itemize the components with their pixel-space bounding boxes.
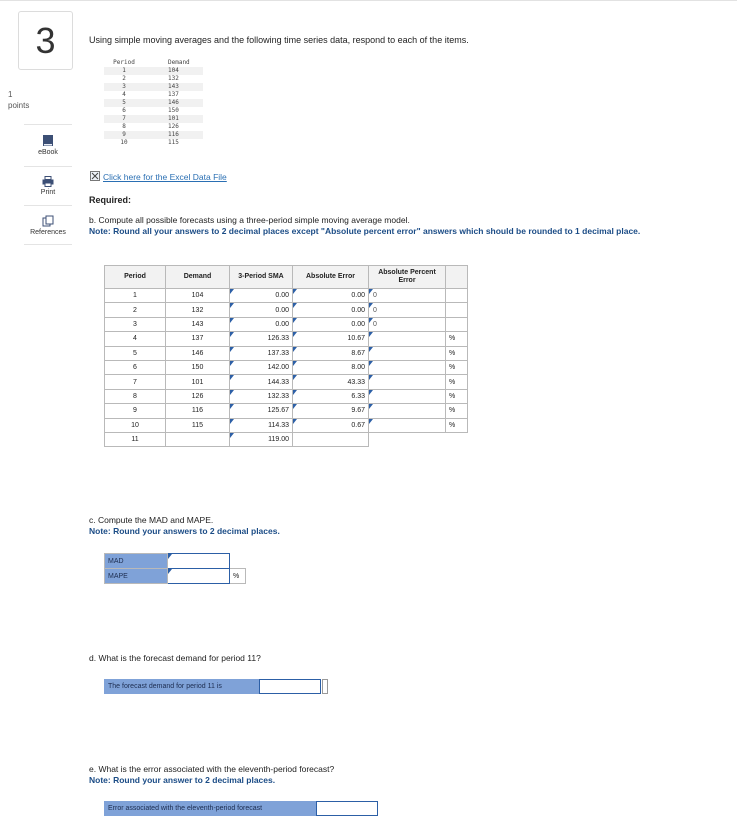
part-b-question: b. Compute all possible forecasts using a three-period simple moving average model.: [89, 215, 410, 225]
question-intro: Using simple moving averages and the following time series data, respond to each of the items.: [89, 35, 469, 45]
abs-error-input[interactable]: 9.67: [293, 404, 369, 418]
unit-cell: [446, 303, 468, 317]
header-sma: 3-Period SMA: [230, 266, 293, 289]
sma-input[interactable]: 0.00: [230, 303, 293, 317]
sma-input[interactable]: 132.33: [230, 389, 293, 403]
demand-cell: 146: [166, 346, 230, 360]
error-field-label: Error associated with the eleventh-period forecast: [104, 801, 316, 816]
demand-cell: 101: [166, 375, 230, 389]
references-label: References: [30, 229, 66, 236]
raw-data-row: [104, 107, 203, 115]
part-c-prompt: [89, 515, 280, 537]
part-d-question: d. What is the forecast demand for period 11?: [89, 653, 261, 663]
pct-error-input[interactable]: [369, 332, 446, 346]
sma-input[interactable]: 137.33: [230, 346, 293, 360]
print-label: Print: [40, 189, 56, 196]
forecast-input[interactable]: [259, 679, 321, 694]
mape-row: [105, 569, 246, 584]
table-row: [105, 317, 468, 331]
forecast-field-label: The forecast demand for period 11 is: [104, 679, 259, 694]
table-row: [105, 289, 468, 303]
period-cell: 9: [105, 404, 166, 418]
unit-cell: %: [446, 360, 468, 374]
abs-error-input[interactable]: 0.67: [293, 418, 369, 432]
header-period: Period: [105, 266, 166, 289]
header-demand: Demand: [166, 266, 230, 289]
period-cell: 10: [105, 418, 166, 432]
abs-error-cell-empty: [293, 432, 369, 446]
mad-row: [105, 554, 246, 569]
pct-error-value: 0: [373, 292, 377, 300]
demand-cell: 132: [166, 303, 230, 317]
part-c-question: c. Compute the MAD and MAPE.: [89, 515, 214, 525]
raw-header-demand: Demand: [168, 59, 190, 66]
demand-cell: 116: [166, 404, 230, 418]
part-e-prompt: [89, 764, 334, 786]
unit-cell: %: [446, 375, 468, 389]
forecast-field-row: [104, 679, 328, 694]
period-cell: 11: [105, 432, 166, 446]
references-tool[interactable]: [24, 215, 72, 236]
table-row: [105, 375, 468, 389]
raw-demand: 146: [168, 99, 179, 106]
book-icon: [42, 134, 54, 147]
sma-input[interactable]: 142.00: [230, 360, 293, 374]
period-cell: 7: [105, 375, 166, 389]
raw-demand: 132: [168, 75, 179, 82]
error-input[interactable]: [316, 801, 378, 816]
period-cell: 6: [105, 360, 166, 374]
mape-input[interactable]: [168, 569, 230, 584]
part-b-note: Note: Round all your answers to 2 decimal places except "Absolute percent error" answers which should be rounded to 1 decimal place.: [89, 226, 641, 236]
ebook-tool[interactable]: [24, 134, 72, 156]
part-c-note: Note: Round your answers to 2 decimal places.: [89, 526, 280, 536]
demand-cell: [166, 432, 230, 446]
excel-file-icon: [90, 171, 100, 181]
raw-demand: 150: [168, 107, 179, 114]
raw-period: 9: [122, 131, 126, 138]
abs-error-input[interactable]: 10.67: [293, 332, 369, 346]
demand-cell: 143: [166, 317, 230, 331]
raw-period: 4: [122, 91, 126, 98]
raw-demand: 104: [168, 67, 179, 74]
raw-period: 8: [122, 123, 126, 130]
sma-input[interactable]: 144.33: [230, 375, 293, 389]
unit-cell: %: [446, 389, 468, 403]
points-label: points: [8, 101, 30, 110]
excel-link-row: [90, 171, 227, 182]
abs-error-input[interactable]: 6.33: [293, 389, 369, 403]
period-cell: 2: [105, 303, 166, 317]
unit-cell: %: [446, 346, 468, 360]
pct-error-input[interactable]: [369, 389, 446, 403]
part-e-question: e. What is the error associated with the eleventh-period forecast?: [89, 764, 335, 774]
abs-error-input[interactable]: 0.00: [293, 317, 369, 331]
excel-data-link[interactable]: Click here for the Excel Data File: [103, 172, 227, 182]
part-e-note: Note: Round your answer to 2 decimal places.: [89, 775, 276, 785]
demand-cell: 115: [166, 418, 230, 432]
pct-error-input[interactable]: [369, 418, 446, 432]
period-cell: 8: [105, 389, 166, 403]
raw-data-row: [104, 75, 203, 83]
part-b-prompt: [89, 215, 689, 237]
raw-data-row: [104, 91, 203, 99]
ebook-label: eBook: [38, 149, 58, 156]
raw-data-header: [104, 59, 203, 67]
unit-cell: [446, 289, 468, 303]
print-tool[interactable]: [24, 176, 72, 196]
mape-label: MAPE: [105, 569, 168, 584]
unit-cell: [446, 317, 468, 331]
period-cell: 1: [105, 289, 166, 303]
raw-data-row: [104, 115, 203, 123]
required-label: Required:: [89, 195, 132, 205]
unit-cell: [446, 432, 468, 446]
raw-data-row: [104, 83, 203, 91]
demand-cell: 150: [166, 360, 230, 374]
table-row: [105, 432, 468, 446]
sma-input[interactable]: 0.00: [230, 317, 293, 331]
pct-error-input[interactable]: [369, 346, 446, 360]
references-icon: [42, 215, 54, 227]
raw-period: 1: [122, 67, 126, 74]
sma-input[interactable]: 0.00: [230, 289, 293, 303]
sma-table: [104, 265, 468, 447]
sma-input[interactable]: 119.00: [230, 432, 293, 446]
sidebar-divider: [24, 124, 72, 125]
table-row: [105, 346, 468, 360]
pct-error-cell-empty: [369, 432, 446, 446]
pct-error-input[interactable]: [369, 317, 446, 331]
sma-input[interactable]: 114.33: [230, 418, 293, 432]
unit-cell: %: [446, 332, 468, 346]
unit-cell: %: [446, 404, 468, 418]
table-row: [105, 303, 468, 317]
sma-table-header: [105, 266, 468, 289]
raw-demand: 126: [168, 123, 179, 130]
raw-data-row: [104, 67, 203, 75]
header-absolute-percent-error: Absolute Percent Error: [369, 266, 446, 289]
mape-unit: %: [230, 569, 246, 584]
demand-cell: 126: [166, 389, 230, 403]
period-cell: 5: [105, 346, 166, 360]
mad-input[interactable]: [168, 554, 230, 569]
sma-input[interactable]: 125.67: [230, 404, 293, 418]
error-field-row: [104, 801, 378, 816]
raw-period: 2: [122, 75, 126, 82]
pct-error-input[interactable]: [369, 360, 446, 374]
abs-error-input[interactable]: 8.67: [293, 346, 369, 360]
pct-error-value: 0: [373, 306, 377, 314]
header-unit: [446, 266, 468, 289]
forecast-unit-box: [322, 679, 328, 694]
raw-demand: 101: [168, 115, 179, 122]
header-absolute-error: Absolute Error: [293, 266, 369, 289]
raw-data-row: [104, 123, 203, 131]
raw-data-table: [104, 59, 203, 147]
period-cell: 4: [105, 332, 166, 346]
points-info: [8, 89, 29, 111]
pct-error-value: 0: [373, 320, 377, 328]
raw-data-row: [104, 139, 203, 147]
top-divider: [0, 0, 737, 1]
raw-period: 6: [122, 107, 126, 114]
raw-demand: 137: [168, 91, 179, 98]
raw-demand: 116: [168, 131, 179, 138]
abs-error-input[interactable]: 0.00: [293, 303, 369, 317]
raw-data-row: [104, 131, 203, 139]
sidebar-divider: [24, 244, 72, 245]
raw-period: 3: [122, 83, 126, 90]
abs-error-input[interactable]: 43.33: [293, 375, 369, 389]
points-value: 1: [8, 90, 13, 99]
pct-error-input[interactable]: [369, 404, 446, 418]
raw-period: 7: [122, 115, 126, 122]
sidebar-divider: [24, 205, 72, 206]
raw-data-row: [104, 99, 203, 107]
raw-period: 10: [120, 139, 128, 146]
table-row: [105, 389, 468, 403]
table-row: [105, 404, 468, 418]
raw-demand: 115: [168, 139, 179, 146]
question-number: 3: [18, 11, 73, 70]
demand-cell: 137: [166, 332, 230, 346]
printer-icon: [42, 176, 54, 187]
raw-demand: 143: [168, 83, 179, 90]
mad-mape-table: [104, 553, 246, 584]
table-row: [105, 360, 468, 374]
abs-error-input[interactable]: 0.00: [293, 289, 369, 303]
unit-cell: %: [446, 418, 468, 432]
sidebar-divider: [24, 166, 72, 167]
period-cell: 3: [105, 317, 166, 331]
mad-label: MAD: [105, 554, 168, 569]
pct-error-input[interactable]: [369, 303, 446, 317]
abs-error-input[interactable]: 8.00: [293, 360, 369, 374]
raw-period: 5: [122, 99, 126, 106]
demand-cell: 104: [166, 289, 230, 303]
sma-input[interactable]: 126.33: [230, 332, 293, 346]
pct-error-input[interactable]: [369, 375, 446, 389]
table-row: [105, 332, 468, 346]
mad-unit-blank: [230, 554, 246, 569]
table-row: [105, 418, 468, 432]
raw-header-period: Period: [113, 59, 135, 66]
pct-error-input[interactable]: [369, 289, 446, 303]
